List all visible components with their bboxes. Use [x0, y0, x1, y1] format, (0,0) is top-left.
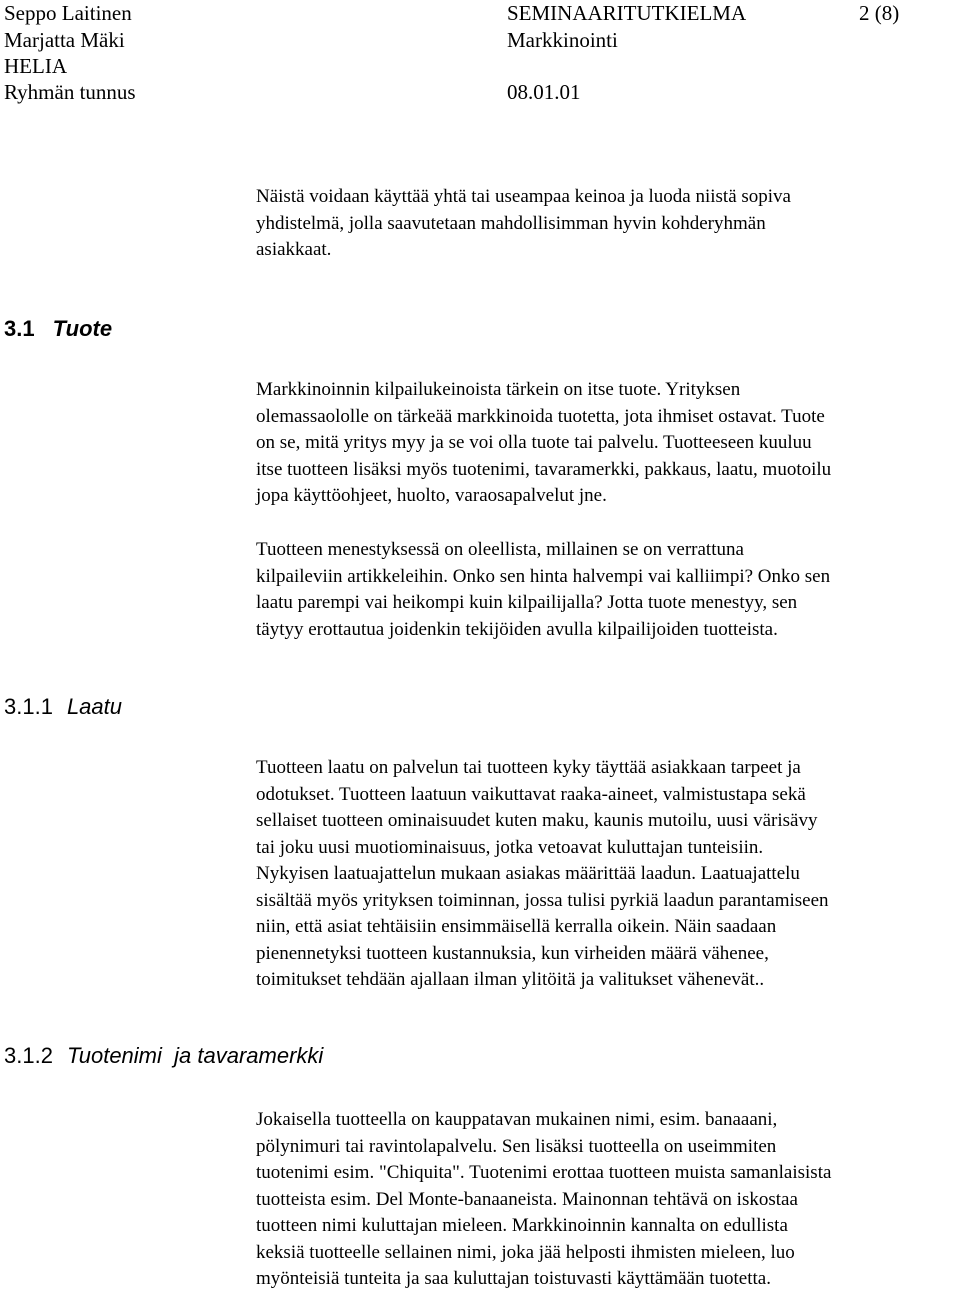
section-number: 3.1 [4, 316, 35, 341]
document-date: 08.01.01 [507, 80, 581, 104]
section-number: 3.1.1 [4, 694, 53, 719]
text-line: toimitukset tehdään ajallaan ilman ylitöitä ja valitukset vähenevät.. [256, 969, 765, 990]
laatu-paragraph [256, 755, 960, 994]
text-line: tai joku uusi muotiominaisuus, jotka vetoavat kuluttajan tunteisiin. [256, 836, 764, 858]
text-line: Jokaisella tuotteella on kauppatavan mukainen nimi, esim. banaaani, [256, 1109, 778, 1130]
text-line: yhdistelmä, jolla saavutetaan mahdollisimman hyvin kohderyhmän [256, 212, 766, 234]
text-line: myönteisiä tunteita ja saa kuluttajan toistuvasti käyttämään tuotetta. [256, 1268, 771, 1289]
text-line: laatu parempi vai heikompi kuin kilpailijalla? Jotta tuote menestyy, sen [256, 592, 798, 613]
text-line: tuotteen nimi kuluttajan mieleen. Markkinoinnin kannalta on edullista [256, 1215, 788, 1236]
text-line: Markkinoinnin kilpailukeinoista tärkein on itse tuote. Yrityksen [256, 379, 741, 400]
page-number: 2 (8) [859, 1, 900, 25]
intro-paragraph [256, 184, 960, 264]
text-line: Näistä voidaan käyttää yhtä tai useampaa keinoa ja luoda niistä sopiva [256, 186, 791, 207]
text-line: jopa käyttöohjeet, huolto, varaosapalvelut jne. [256, 485, 607, 506]
section-heading-3-1-1 [4, 694, 122, 720]
group-id-label: Ryhmän tunnus [4, 80, 136, 104]
section-title: Tuotenimi ja tavaramerkki [66, 1043, 324, 1068]
section-title: Tuote [52, 316, 113, 341]
text-line: Tuotteen laatu on palvelun tai tuotteen kyky täyttää asiakkaan tarpeet ja [256, 757, 801, 778]
tuote-paragraph-1 [256, 377, 960, 510]
document-subject: Markkinointi [507, 28, 618, 52]
text-line: on se, mitä yritys myy ja se voi olla tuote tai palvelu. Tuotteeseen kuuluu [256, 432, 812, 453]
text-line: asiakkaat. [256, 239, 332, 260]
text-line: keksiä tuotteelle sellainen nimi, joka jää helposti ihmisten mieleen, luo [256, 1241, 795, 1263]
document-type: SEMINAARITUTKIELMA [507, 1, 747, 25]
section-number: 3.1.2 [4, 1043, 53, 1068]
section-heading-3-1-2 [4, 1043, 323, 1069]
text-line: niin, että asiat tehtäisiin ensimmäisellä kerralla oikein. Näin saadaan [256, 916, 777, 937]
tuote-paragraph-2 [256, 537, 960, 643]
text-line: itse tuotteen lisäksi myös tuotenimi, tavaramerkki, pakkaus, laatu, muotoilu [256, 458, 832, 480]
text-line: pienennetyksi tuotteen kustannuksia, kun virheiden määrä vähenee, [256, 942, 769, 964]
text-line: tuotteista esim. Del Monte-banaaneista. Mainonnan tehtävä on iskostaa [256, 1188, 798, 1210]
text-line: pölynimuri tai ravintolapalvelu. Sen lisäksi tuotteella on useimmiten [256, 1135, 777, 1157]
text-line: täytyy erottautua joidenkin tekijöiden avulla kilpailijoiden tuotteista. [256, 618, 778, 640]
text-line: kilpaileviin artikkeleihin. Onko sen hinta halvempi vai kalliimpi? Onko sen [256, 565, 831, 587]
section-title: Laatu [66, 694, 122, 719]
text-line: Nykyisen laatuajattelun mukaan asiakas määrittää laadun. Laatuajattelu [256, 863, 800, 884]
text-line: sisältää myös yrityksen toiminnan, jossa tulisi pyrkiä laadun parantamiseen [256, 889, 829, 911]
text-line: tuotenimi esim. "Chiquita". Tuotenimi erottaa tuotteen muista samanlaisista [256, 1162, 832, 1183]
text-line: Tuotteen menestyksessä on oleellista, millainen se on verrattuna [256, 539, 744, 560]
author-name-1: Seppo Laitinen [4, 1, 132, 25]
text-line: odotukset. Tuotteen laatuun vaikuttavat raaka-aineet, valmistustapa sekä [256, 783, 806, 805]
author-name-2: Marjatta Mäki [4, 28, 125, 52]
text-line: olemassaololle on tärkeää markkinoida tuotetta, jota ihmiset ostavat. Tuote [256, 405, 825, 427]
section-heading-3-1 [4, 316, 112, 342]
text-line: sellaiset tuotteen ominaisuudet kuten maku, kaunis mutoilu, uusi värisävy [256, 810, 818, 831]
tuotenimi-paragraph [256, 1107, 960, 1293]
institution: HELIA [4, 54, 67, 78]
